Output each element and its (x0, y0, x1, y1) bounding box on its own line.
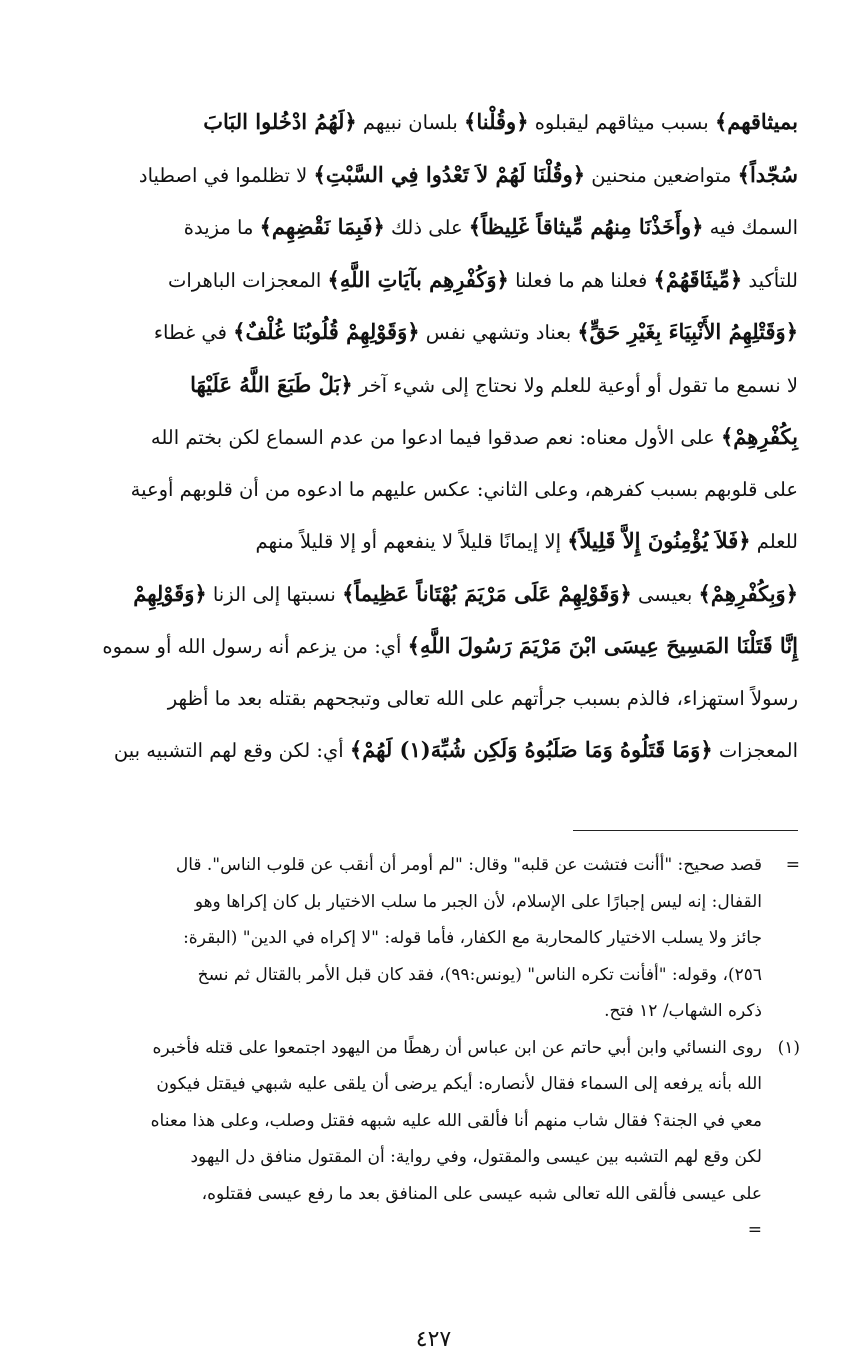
page-number: ٤٢٧ (415, 1327, 452, 1352)
main-line (98, 515, 798, 568)
quran-text: ﴿لَهُمُ ادْخُلوا البَابَ (203, 109, 357, 134)
commentary-text: متواضعين منحنين (585, 163, 738, 187)
commentary-text: نسبتها إلى الزنا (206, 582, 343, 606)
quran-text: ﴿وَقَوْلِهِمْ عَلَى مَرْيَمَ بُهْتَاناً عَظِيماً﴾ (342, 580, 632, 606)
footnote-line: ذكره الشهاب/ ١٢ فتح. (604, 1001, 762, 1021)
quran-text: ﴿وأَخَذْنَا مِنهُم مِّيثاقاً غَلِيظاً﴾ (468, 214, 704, 239)
commentary-text: على قلوبهم بسبب كفرهم، وعلى الثاني: عكس عليهم ما ادعوه من أن قلوبهم أوعية (130, 477, 798, 501)
footnote-line: جائز ولا يسلب الاختيار كالمحاربة مع الكفار، فأما قوله: "لا إكراه في الدين" (البقرة: (183, 928, 762, 948)
main-line (98, 306, 798, 359)
main-line (98, 359, 798, 412)
footnote-number: (١) (777, 1037, 800, 1058)
quran-text: ﴿بَلْ طَبَعَ اللَّهُ عَلَيْهَا (190, 371, 353, 397)
main-line (98, 620, 798, 673)
quran-text: ﴿مِّيثَاقَهُمْ﴾ (653, 266, 743, 292)
main-line (98, 673, 798, 725)
commentary-text: السمك فيه (703, 216, 798, 239)
quran-text: ﴿وَكُفْرِهِم بآيَاتِ اللَّهِ﴾ (327, 266, 509, 292)
quran-text: ﴿فَلاَ يُؤْمِنُونَ إِلاَّ قَلِيلاً﴾ (567, 528, 751, 553)
footnote-line: ٢٥٦)، وقوله: "أفأنت تكره الناس" (يونس:٩٩)، فقد كان قبل الأمر بالقتال ثم نسخ (197, 964, 762, 985)
main-line (98, 464, 798, 516)
main-line (98, 96, 798, 149)
commentary-text: ما مزيدة (183, 216, 260, 239)
main-line (98, 254, 798, 307)
commentary-text: في غطاء (153, 321, 234, 344)
main-line (98, 568, 798, 621)
footnote-line: القفال: إنه ليس إجبارًا على الإسلام، لأن الجبر ما سلب الاختيار بل كان إكراها وهو (194, 891, 762, 912)
footnote-separator (573, 830, 798, 831)
commentary-text: بعيسى (631, 582, 699, 606)
footnote-line: قصد صحيح: "أأنت فتشت عن قلبه" وقال: "لم أومر أن أنقب عن قلوب الناس". قال (175, 855, 762, 875)
footnote-continuation-mark: = (785, 855, 800, 875)
commentary-text: للعلم (750, 530, 798, 553)
quran-text: ﴿وَقَوْلِهِمْ (133, 580, 207, 606)
commentary-text: المعجزات (712, 739, 798, 762)
quran-text: ﴿فَبِمَا نَقْضِهِم﴾ (259, 214, 385, 239)
commentary-text: رسولاً استهزاء، فالذم بسبب جرأتهم على الله تعالى وتبجحهم بقتله بعد ما أظهر (167, 686, 798, 710)
commentary-text: فعلنا هم ما فعلنا (508, 268, 654, 292)
commentary-text: بسبب ميثاقهم ليقبلوه (528, 111, 715, 134)
footnote-1 (98, 1030, 800, 1213)
quran-text: ﴿وقُلْنا﴾ (464, 109, 529, 134)
quran-text: ﴿وَقَوْلِهِمْ قُلُوبُنَا غُلْفٌ﴾ (233, 319, 420, 344)
main-line (98, 411, 798, 464)
footnote-line: لكن وقع لهم التشبه بين عيسى والمقتول، وفي رواية: أن المقتول منافق دل اليهود (190, 1147, 762, 1167)
commentary-text: بعناد وتشهي نفس (419, 321, 578, 344)
quran-text: ﴿وَقَتْلِهِمُ الأَنْبِيَاءَ بِغَيْرِ حَقٍّ﴾ (577, 319, 798, 344)
quran-text: ﴿وَبِكُفْرِهِمْ﴾ (698, 580, 798, 606)
footnote-line: على عيسى فألقى الله تعالى شبه عيسى على المنافق بعد ما رفع عيسى فقتلوه، (201, 1183, 762, 1204)
commentary-text: لا نسمع ما تقول أو أوعية للعلم ولا نحتاج إلى شيء آخر (352, 373, 798, 397)
commentary-text: لا تظلموا في اصطياد (138, 163, 314, 187)
footnotes-section (98, 847, 800, 1249)
quran-text: بِكُفْرِهِمْ﴾ (720, 424, 798, 449)
commentary-text: على ذلك (384, 216, 469, 239)
commentary-text: بلسان نبيهم (356, 111, 465, 134)
commentary-text: على الأول معناه: نعم صدقوا فيما ادعوا من عدم السماع لكن بختم الله (150, 426, 721, 449)
main-line (98, 201, 798, 254)
footnote-line: معي في الجنة؟ فقال شاب منهم أنا فألقى الله عليه شبهه فقتل وصلب، وعلى هذا معناه (150, 1110, 762, 1131)
commentary-text: للتأكيد (742, 268, 798, 292)
commentary-text: أي: لكن وقع لهم التشبيه بين (113, 739, 350, 762)
quran-text: ﴿وقُلْنَا لَهُمْ لاَ تَعْدُوا فِي السَّبْتِ﴾ (313, 161, 586, 187)
main-line (98, 149, 798, 202)
quran-text: ﴿وَمَا قَتَلُوهُ وَمَا صَلَبُوهُ وَلَكِن شُبِّهَ(١) لَهُمْ﴾ (349, 737, 713, 762)
commentary-text: المعجزات الباهرات (167, 268, 328, 292)
main-text-body (98, 96, 798, 777)
footnote-line: روى النسائي وابن أبي حاتم عن ابن عباس أن رهطًا من اليهود اجتمعوا على قتله فأخبره (152, 1037, 762, 1058)
quran-text: بميثاقهم﴾ (714, 109, 798, 134)
main-line (98, 724, 798, 777)
footnote-continues-mark: = (747, 1220, 762, 1240)
commentary-text: أي: من يزعم أنه رسول الله أو سموه (102, 635, 408, 658)
quran-text: سُجّداً﴾ (737, 161, 798, 187)
footnote-line: الله بأنه يرفعه إلى السماء فقال لأنصاره: أيكم يرضى أن يلقى عليه شبهي فيقتل فيكون (156, 1074, 762, 1094)
quran-text: إِنَّا قَتَلْنَا المَسِيحَ عِيسَى ابْنَ مَرْيَمَ رَسُولَ اللَّهِ﴾ (407, 633, 798, 658)
commentary-text: إلا إيمانًا قليلاً لا ينفعهم أو إلا قليلاً منهم (255, 530, 568, 553)
footnote-continued (98, 847, 800, 1030)
